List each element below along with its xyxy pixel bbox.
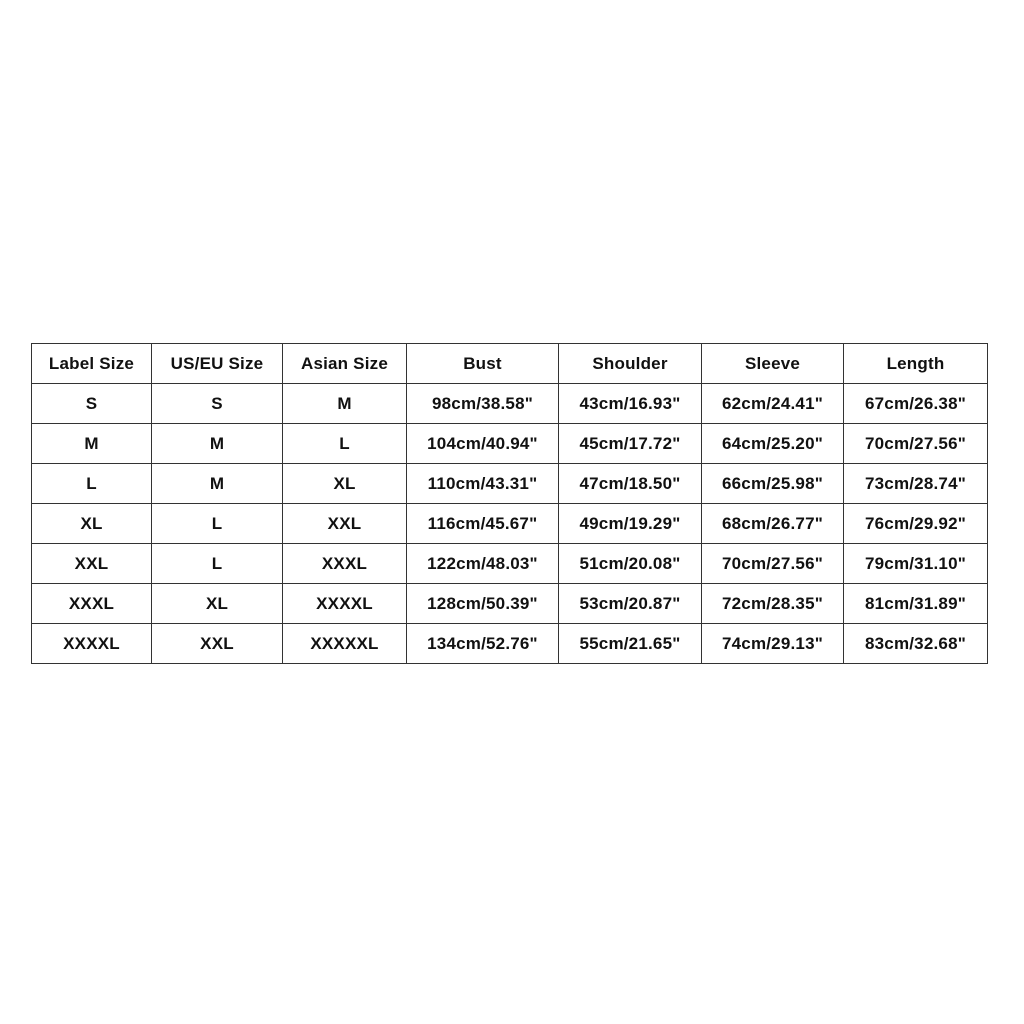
cell-asian-size: XXXXXL	[283, 624, 407, 664]
cell-length: 83cm/32.68"	[844, 624, 988, 664]
cell-label-size: L	[32, 464, 152, 504]
cell-sleeve: 62cm/24.41"	[702, 384, 844, 424]
cell-shoulder: 47cm/18.50"	[559, 464, 702, 504]
cell-bust: 104cm/40.94"	[407, 424, 559, 464]
cell-sleeve: 66cm/25.98"	[702, 464, 844, 504]
cell-length: 73cm/28.74"	[844, 464, 988, 504]
table-row	[32, 624, 988, 664]
cell-asian-size: XXXXL	[283, 584, 407, 624]
cell-shoulder: 45cm/17.72"	[559, 424, 702, 464]
cell-shoulder: 55cm/21.65"	[559, 624, 702, 664]
cell-shoulder: 49cm/19.29"	[559, 504, 702, 544]
table-row	[32, 584, 988, 624]
cell-label-size: XXXXL	[32, 624, 152, 664]
cell-us-eu-size: L	[152, 504, 283, 544]
cell-us-eu-size: M	[152, 464, 283, 504]
header-us-eu-size: US/EU Size	[152, 344, 283, 384]
cell-sleeve: 68cm/26.77"	[702, 504, 844, 544]
cell-label-size: XL	[32, 504, 152, 544]
table-row	[32, 544, 988, 584]
header-label-size: Label Size	[32, 344, 152, 384]
cell-bust: 134cm/52.76"	[407, 624, 559, 664]
size-chart-table	[31, 343, 988, 664]
cell-shoulder: 51cm/20.08"	[559, 544, 702, 584]
cell-bust: 98cm/38.58"	[407, 384, 559, 424]
cell-us-eu-size: M	[152, 424, 283, 464]
table-row	[32, 464, 988, 504]
cell-label-size: S	[32, 384, 152, 424]
cell-shoulder: 53cm/20.87"	[559, 584, 702, 624]
cell-label-size: XXL	[32, 544, 152, 584]
header-sleeve: Sleeve	[702, 344, 844, 384]
header-shoulder: Shoulder	[559, 344, 702, 384]
cell-bust: 128cm/50.39"	[407, 584, 559, 624]
cell-asian-size: XXL	[283, 504, 407, 544]
cell-bust: 110cm/43.31"	[407, 464, 559, 504]
cell-bust: 122cm/48.03"	[407, 544, 559, 584]
cell-length: 79cm/31.10"	[844, 544, 988, 584]
table-row	[32, 504, 988, 544]
table-row	[32, 424, 988, 464]
cell-length: 70cm/27.56"	[844, 424, 988, 464]
cell-asian-size: XXXL	[283, 544, 407, 584]
table-row	[32, 384, 988, 424]
cell-us-eu-size: XL	[152, 584, 283, 624]
cell-sleeve: 72cm/28.35"	[702, 584, 844, 624]
cell-sleeve: 74cm/29.13"	[702, 624, 844, 664]
cell-shoulder: 43cm/16.93"	[559, 384, 702, 424]
cell-bust: 116cm/45.67"	[407, 504, 559, 544]
cell-label-size: M	[32, 424, 152, 464]
cell-us-eu-size: L	[152, 544, 283, 584]
header-length: Length	[844, 344, 988, 384]
header-asian-size: Asian Size	[283, 344, 407, 384]
cell-sleeve: 64cm/25.20"	[702, 424, 844, 464]
cell-length: 67cm/26.38"	[844, 384, 988, 424]
cell-asian-size: XL	[283, 464, 407, 504]
cell-length: 76cm/29.92"	[844, 504, 988, 544]
cell-us-eu-size: S	[152, 384, 283, 424]
cell-sleeve: 70cm/27.56"	[702, 544, 844, 584]
header-row	[32, 344, 988, 384]
cell-length: 81cm/31.89"	[844, 584, 988, 624]
cell-asian-size: M	[283, 384, 407, 424]
cell-label-size: XXXL	[32, 584, 152, 624]
header-bust: Bust	[407, 344, 559, 384]
cell-us-eu-size: XXL	[152, 624, 283, 664]
cell-asian-size: L	[283, 424, 407, 464]
